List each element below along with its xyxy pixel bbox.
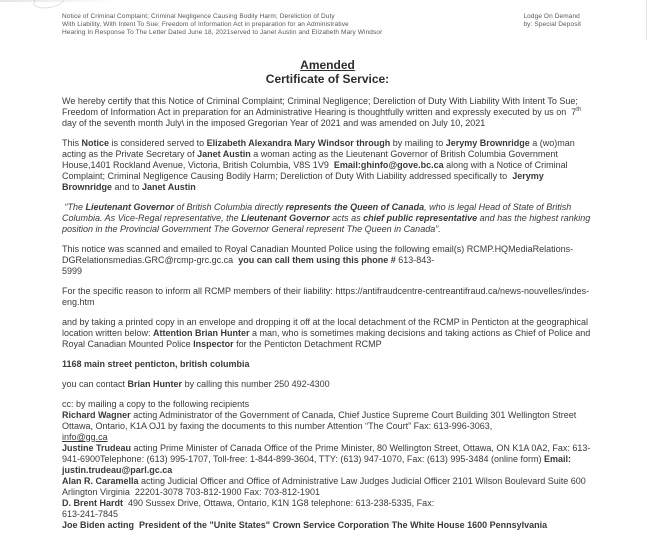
text-segment: Email:ghinfo@gove.bc.ca: [333, 160, 444, 170]
recipient-alan-caramella: [62, 476, 593, 498]
text-segment: by calling this number 250 492-4300: [182, 379, 330, 389]
text-segment: is considered served to: [109, 138, 207, 148]
text-segment: 613-241-7845: [62, 509, 119, 519]
text-segment: and by taking a printed copy in an envelope and dropping it off at the local detachment of the RCMP in Penticton at the geographical location written below:: [62, 317, 591, 338]
text-segment: We hereby certify that this Notice of Criminal Complaint; Criminal Negligence; Dereliction of Duty With Liability With Intent To Sue; Freedom of Information Act in preparation for an Administrative Hearing is thoughtfully written and expressly executed by us on 7: [62, 96, 581, 117]
text-segment: acts as: [329, 213, 364, 223]
text-segment: a man, who is sometimes making decisions and taking actions as Chief of Police and Royal Canadian Mounted Police: [62, 328, 593, 349]
text-segment: you can call them using this phone #: [238, 255, 396, 265]
text-segment: “The: [62, 202, 86, 212]
text-segment: Janet Austin: [142, 182, 196, 192]
text-segment: of British Columbia directly: [174, 202, 286, 212]
title-certificate-of-service: Certificate of Service:: [265, 72, 390, 86]
service-paragraph: [62, 138, 593, 193]
header-subject-line-1: Notice of Criminal Complaint; Criminal Negligence Causing Bodily Harm; Dereliction of Duty: [62, 13, 335, 20]
detachment-address: [62, 359, 593, 370]
text-segment: by mailing to: [390, 138, 446, 148]
text-segment: D. Brent Hardt: [62, 498, 124, 508]
text-segment: Elizabeth Alexandra Mary Windsor through: [206, 138, 391, 148]
text-segment: Brian Hunter: [127, 379, 183, 389]
text-segment: Alan R. Caramella: [62, 476, 139, 486]
document-paragraphs: [62, 96, 593, 531]
text-segment: Richard Wagner: [62, 410, 131, 420]
text-segment: Justine Trudeau: [62, 443, 132, 453]
text-segment: 613-843-: [395, 255, 435, 265]
header-lodge-line-1: Lodge On Demand: [523, 13, 580, 20]
text-segment: , who is legal Head of State of British Columbia. As Vice-Regal representative, the: [62, 202, 574, 223]
text-segment: This: [62, 138, 82, 148]
text-segment: for the Penticton Detachment RCMP: [233, 339, 382, 349]
text-segment: Email: justin.trudeau@parl.gc.ca: [62, 454, 574, 475]
text-segment: Attention Brian Hunter: [153, 328, 250, 338]
text-segment: Jerymy Brownridge: [62, 171, 547, 192]
header-subject-line-2: With Liability, With Intent To Sue; Freedom of Information Act in preparation for an Administrative: [62, 21, 349, 28]
header-lodge-block: [523, 13, 593, 29]
text-segment: a (wo)man acting as the Private Secretary of: [62, 138, 578, 159]
header-subject-block: [62, 13, 382, 37]
text-segment: acting Prime Minister of Canada Office of the Prime Minister, 80 Wellington Street, Ottawa, ON K1A 0A2, Fax: 613-941-6900Telephone: (613) 995-1707, Toll-free: 1-844-899-3604, TTY: (613) 947-1070, Fax: (613) 995-3484 (online form): [62, 443, 591, 464]
text-segment: This notice was scanned and emailed to Royal Canadian Mounted Police using the following email(s) RCMP.HQMediaRelations-DGRelationsmedias.GRC@rcmp-grc.gc.ca: [62, 244, 574, 265]
text-segment: Joe Biden acting President of the "Unite States" Crown Service Corporation The White House 1600 Pennsylvania: [62, 520, 548, 530]
text-segment: along with a Notice of Criminal Complaint; Criminal Negligence Causing Bodily Harm; Dereliction of Duty With Liability addressed specifically to: [62, 160, 571, 181]
text-segment: cc: by mailing a copy to the following recipients: [62, 399, 250, 409]
text-segment: and to: [112, 182, 143, 192]
recipient-joe-biden: [62, 520, 593, 531]
text-segment: acting Judicial Officer and Office of Administrative Law Judges Judicial Officer 2101 Wilson Boulevard Suite 600 Arlington Virginia 22201-3078 703-812-1900 Fax: 703-812-1901: [62, 476, 588, 497]
text-segment: Notice: [81, 138, 110, 148]
text-segment: day of the seventh month July\ in the imposed Gregorian Year of 2021 and was amended on July 10, 2021: [62, 107, 584, 128]
text-segment: For the specific reason to inform all RCMP members of their liability: https://antifraudcentre-centreantifraud.ca/news-nouvelles/indes-eng.htm: [62, 286, 590, 307]
scan-artifact-top-edge: [0, 0, 120, 2]
cc-intro-line: [62, 399, 593, 410]
document-title: [62, 58, 593, 86]
text-segment: Lieutenant Governor: [241, 213, 330, 223]
rcmp-liability-paragraph: [62, 286, 593, 308]
text-segment: 490 Sussex Drive, Ottawa, Ontario, K1N 1G8 telephone: 613-238-5335, Fax:: [123, 498, 435, 508]
text-segment: Lieutenant Governor: [85, 202, 175, 212]
header-subject-line-3: Hearing In Response To The Letter Dated June 18, 2021served to Janet Austin and Elizabeth Mary Windsor: [62, 29, 383, 36]
text-segment: 1168 main street penticton, british columbia: [62, 359, 250, 369]
text-segment: and has the highest ranking position in the Provincial Government The Governor General represent The Queen in Canada”.: [62, 213, 593, 234]
rcmp-email-paragraph: [62, 244, 593, 277]
text-segment: acting Administrator of the Government of Canada, Chief Justice Supreme Court Building 301 Wellington Street Ottawa, Ontario, K1A OJ1 by faxing the documents to this number Attention “The Court” Fax: 613-996-3063,: [62, 410, 579, 431]
header-lodge-line-2: by: Special Deposit: [523, 21, 581, 28]
lieutenant-governor-quote: [62, 202, 593, 235]
text-segment: Janet Austin: [197, 149, 251, 159]
contact-phone-line: [62, 379, 593, 390]
text-segment: th: [576, 107, 582, 113]
text-segment: info@gg.ca: [62, 432, 108, 442]
text-segment: represents the Queen of Canada: [285, 202, 425, 212]
scan-artifact-right-edge: [646, 0, 647, 40]
text-segment: chief public representative: [363, 213, 478, 223]
certify-paragraph: [62, 96, 593, 129]
penticton-delivery-paragraph: [62, 317, 593, 350]
recipient-justine-trudeau: [62, 443, 593, 476]
document-header: [62, 13, 593, 37]
text-segment: 5999: [62, 266, 83, 276]
title-amended: Amended: [300, 58, 355, 72]
text-segment: Jerymy Brownridge: [445, 138, 530, 148]
text-segment: you can contact: [62, 379, 128, 389]
recipient-brent-hardt: [62, 498, 593, 520]
text-segment: a woman acting as the Lieutenant Governor of British Columbia Government House,1401 Rockland Avenue, Victoria, British Columbia, V8S 1V9: [62, 149, 561, 170]
recipient-richard-wagner: [62, 410, 593, 443]
text-segment: Inspector: [193, 339, 234, 349]
